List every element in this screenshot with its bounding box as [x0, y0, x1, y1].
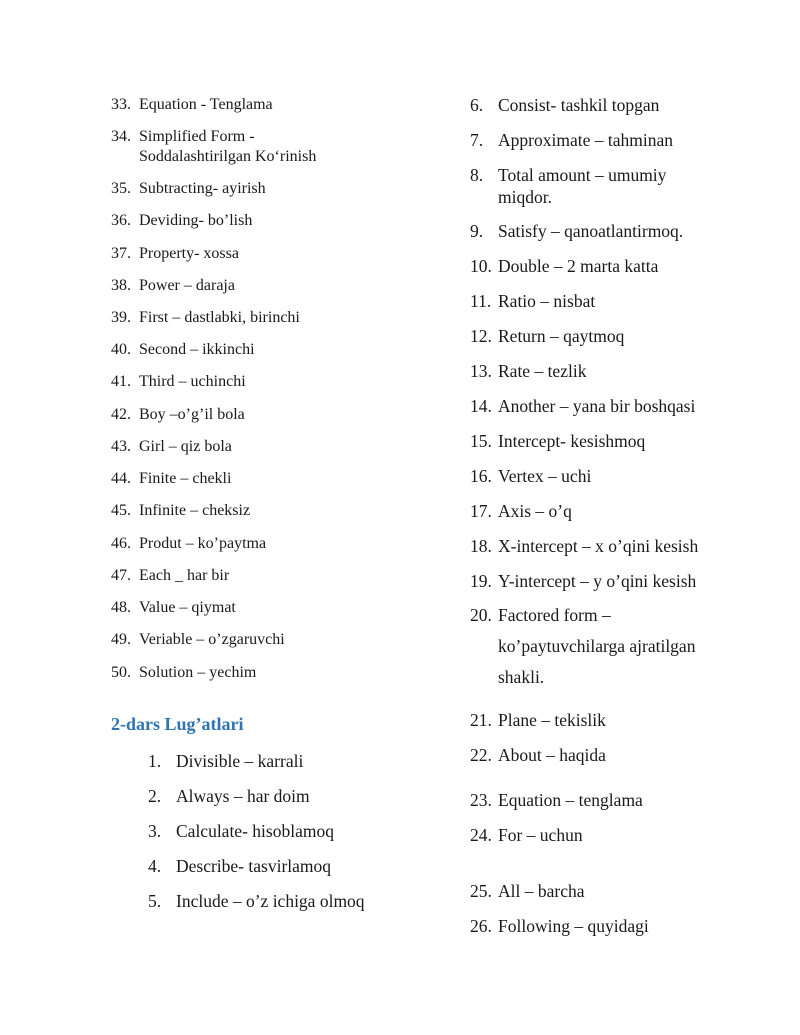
item-number: 24. [470, 825, 492, 845]
item-text: Solution – yechim [139, 664, 257, 681]
item-text: Finite – chekli [139, 470, 232, 487]
list-item [111, 308, 439, 328]
list-item [111, 179, 439, 199]
list-item [470, 600, 728, 693]
item-text: Equation – tenglama [498, 790, 643, 810]
item-number: 5. [148, 891, 162, 911]
list-item [470, 94, 783, 116]
item-number: 35. [111, 180, 131, 197]
list-item [148, 785, 310, 807]
item-number: 50. [111, 664, 131, 681]
list-item [470, 535, 783, 557]
list-item [470, 164, 698, 208]
item-text: Consist- tashkil topgan [498, 95, 660, 115]
item-text: Another – yana bir boshqasi [498, 396, 696, 416]
item-number: 9. [470, 221, 484, 241]
item-text: Subtracting- ayirish [139, 180, 266, 197]
item-number: 37. [111, 245, 131, 262]
list-item [111, 95, 439, 115]
item-text: Power – daraja [139, 277, 235, 294]
item-text: Calculate- hisoblamoq [176, 821, 334, 841]
list-item [111, 340, 439, 360]
item-number: 6. [470, 95, 484, 115]
item-text: Second – ikkinchi [139, 341, 255, 358]
item-text: Girl – qiz bola [139, 438, 232, 455]
item-number: 23. [470, 790, 492, 810]
list-item [470, 824, 783, 846]
item-number: 15. [470, 431, 492, 451]
list-item [470, 570, 783, 592]
item-text: Rate – tezlik [498, 361, 587, 381]
item-text: Approximate – tahminan [498, 130, 673, 150]
item-number: 26. [470, 916, 492, 936]
item-text: Boy –o’g’il bola [139, 406, 245, 423]
list-item [111, 534, 439, 554]
list-item [111, 372, 439, 392]
list-item [470, 915, 783, 937]
item-number: 14. [470, 396, 492, 416]
item-text: Intercept- kesishmoq [498, 431, 646, 451]
item-text: Y-intercept – y o’qini kesish [498, 571, 697, 591]
item-number: 18. [470, 536, 492, 556]
item-number: 33. [111, 96, 131, 113]
list-item [470, 395, 783, 417]
item-text: Divisible – karrali [176, 751, 304, 771]
item-number: 39. [111, 309, 131, 326]
list-item [111, 127, 359, 167]
item-number: 13. [470, 361, 492, 381]
item-text: Simplified Form - Soddalashtirilgan Ko‘rinish [139, 128, 317, 165]
list-item [470, 500, 783, 522]
list-item [111, 598, 439, 618]
item-text: Veriable – o’zgaruvchi [139, 631, 285, 648]
item-number: 22. [470, 745, 492, 765]
item-text: Total amount – umumiy miqdor. [498, 165, 667, 207]
item-text: X-intercept – x o’qini kesish [498, 536, 699, 556]
item-number: 1. [148, 751, 162, 771]
list-item [148, 855, 331, 877]
list-item [111, 276, 439, 296]
item-number: 40. [111, 341, 131, 358]
item-text: Vertex – uchi [498, 466, 592, 486]
list-item [111, 211, 439, 231]
item-text: Third – uchinchi [139, 373, 246, 390]
item-number: 38. [111, 277, 131, 294]
item-number: 4. [148, 856, 162, 876]
item-text: Plane – tekislik [498, 710, 606, 730]
list-item [470, 430, 783, 452]
item-text: Deviding- bo’lish [139, 212, 253, 229]
list-item [470, 129, 783, 151]
item-text: Describe- tasvirlamoq [176, 856, 332, 876]
list-item [470, 880, 783, 902]
item-text: Factored form – ko’paytuvchilarga ajratilgan shakli. [498, 605, 696, 687]
item-text: Return – qaytmoq [498, 326, 625, 346]
item-text: Infinite – cheksiz [139, 502, 251, 519]
item-text: Produt – ko’paytma [139, 535, 267, 552]
item-number: 20. [470, 605, 492, 625]
list-item [111, 244, 439, 264]
item-number: 10. [470, 256, 492, 276]
list-item [148, 820, 334, 842]
list-item [111, 630, 439, 650]
list-item [470, 360, 783, 382]
list-item [470, 220, 783, 242]
item-number: 25. [470, 881, 492, 901]
list-item [111, 663, 439, 683]
item-text: Double – 2 marta katta [498, 256, 659, 276]
list-item [111, 405, 439, 425]
item-number: 47. [111, 567, 131, 584]
list-item [470, 465, 783, 487]
item-number: 2. [148, 786, 162, 806]
item-text: Satisfy – qanoatlantirmoq. [498, 221, 684, 241]
item-number: 7. [470, 130, 484, 150]
list-item [148, 750, 303, 772]
item-number: 46. [111, 535, 131, 552]
item-text: Include – o’z ichiga olmoq [176, 891, 365, 911]
item-number: 44. [111, 470, 131, 487]
list-item [470, 325, 783, 347]
item-number: 19. [470, 571, 492, 591]
item-number: 12. [470, 326, 492, 346]
list-item [111, 469, 439, 489]
item-text: About – haqida [498, 745, 606, 765]
item-number: 3. [148, 821, 162, 841]
list-item [470, 255, 783, 277]
item-number: 43. [111, 438, 131, 455]
item-number: 45. [111, 502, 131, 519]
item-number: 11. [470, 291, 492, 311]
item-text: Property- xossa [139, 245, 239, 262]
item-text: First – dastlabki, birinchi [139, 309, 300, 326]
list-item [470, 744, 783, 766]
list-item [470, 709, 783, 731]
item-number: 36. [111, 212, 131, 229]
item-number: 41. [111, 373, 131, 390]
item-text: Axis – o’q [498, 501, 572, 521]
item-number: 21. [470, 710, 492, 730]
item-number: 42. [111, 406, 131, 423]
list-item [111, 566, 439, 586]
item-number: 8. [470, 165, 484, 185]
item-number: 16. [470, 466, 492, 486]
section-heading: 2-dars Lug’atlari [111, 714, 244, 734]
item-number: 49. [111, 631, 131, 648]
item-text: Equation - Tenglama [139, 96, 273, 113]
list-item [470, 290, 783, 312]
list-item [111, 437, 439, 457]
list-item [470, 789, 783, 811]
item-text: Each _ har bir [139, 567, 230, 584]
item-text: Ratio – nisbat [498, 291, 596, 311]
item-number: 48. [111, 599, 131, 616]
list-item [148, 890, 365, 912]
item-text: Value – qiymat [139, 599, 236, 616]
item-text: Following – quyidagi [498, 916, 649, 936]
item-number: 34. [111, 128, 131, 145]
list-item [111, 501, 439, 521]
item-number: 17. [470, 501, 492, 521]
item-text: All – barcha [498, 881, 585, 901]
item-text: For – uchun [498, 825, 583, 845]
item-text: Always – har doim [176, 786, 310, 806]
